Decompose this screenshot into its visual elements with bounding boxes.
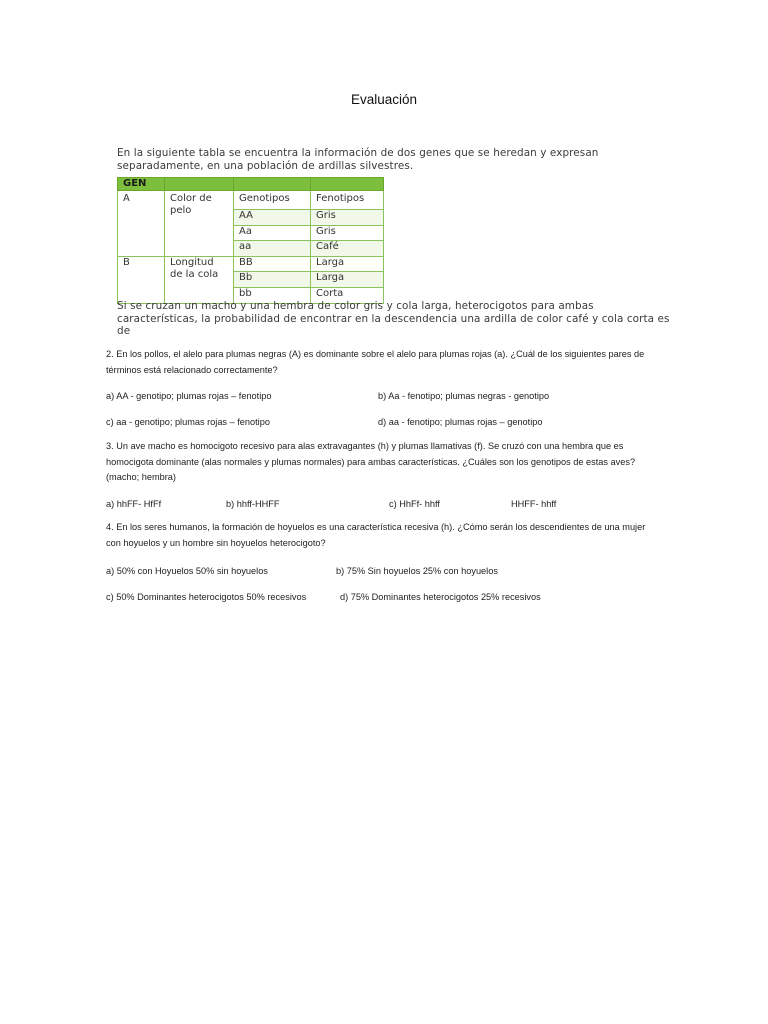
question-4-option-c[interactable]: c) 50% Dominantes heterocigotos 50% recesivos: [106, 592, 307, 602]
question-3-option-c[interactable]: c) HhFf- hhff: [389, 499, 440, 509]
genotipo-cell: Bb: [234, 272, 311, 288]
column-header-genotipos: Genotipos: [234, 191, 311, 210]
fenotipo-cell: Corta: [311, 287, 384, 303]
question-3-option-d[interactable]: HHFF- hhff: [511, 499, 557, 509]
question-2-option-b[interactable]: b) Aa - fenotipo; plumas negras - genotipo: [378, 391, 550, 401]
gene-b-characteristic: Longitud de la cola: [165, 256, 234, 303]
gene-table-figure: [110, 141, 672, 337]
gene-b-label: B: [118, 256, 165, 303]
question-3-option-a[interactable]: a) hhFF- HfFf: [106, 499, 162, 509]
question-3-text: 3. Un ave macho es homocigoto recesivo para alas extravagantes (h) y plumas llamativas (f). Se cruzó con una hembra que es homocigota dominante (alas normales y plumas normales) para ambas características. ¿Cuáles son los genotipos de estas aves? (macho; hembra): [106, 441, 636, 482]
fenotipo-cell: Larga: [311, 256, 384, 272]
question-4-option-a[interactable]: a) 50% con Hoyuelos 50% sin hoyuelos: [106, 566, 268, 576]
table-row: [118, 191, 384, 210]
genotipo-cell: aa: [234, 241, 311, 257]
genotipo-cell: AA: [234, 210, 311, 226]
fenotipo-cell: Gris: [311, 210, 384, 226]
question-3-option-b[interactable]: b) hhff-HHFF: [226, 499, 280, 509]
question-4-text: 4. En los seres humanos, la formación de hoyuelos es una característica recesiva (h). ¿Cómo serán los descendientes de una mujer con hoyuelos y un hombre sin hoyuelos heterocigoto?: [106, 522, 646, 548]
question-2-option-c[interactable]: c) aa - genotipo; plumas rojas – fenotipo: [106, 417, 270, 427]
fenotipo-cell: Café: [311, 241, 384, 257]
gene-table: [117, 177, 384, 304]
fenotipo-cell: Gris: [311, 225, 384, 241]
column-header-fenotipos: Fenotipos: [311, 191, 384, 210]
question-2-text: 2. En los pollos, el alelo para plumas negras (A) es dominante sobre el alelo para plumas rojas (a). ¿Cuál de los siguientes pares de términos está relacionado correctamente?: [106, 349, 645, 375]
question-2-option-a[interactable]: a) AA - genotipo; plumas rojas – fenotipo: [106, 391, 272, 401]
question-2-option-d[interactable]: d) aa - fenotipo; plumas rojas – genotipo: [378, 417, 543, 427]
gene-a-label: A: [118, 191, 165, 257]
genotipo-cell: Aa: [234, 225, 311, 241]
question-4-option-b[interactable]: b) 75% Sin hoyuelos 25% con hoyuelos: [336, 566, 498, 576]
gene-a-characteristic: Color de pelo: [165, 191, 234, 257]
genotipo-cell: BB: [234, 256, 311, 272]
question-4-option-d[interactable]: d) 75% Dominantes heterocigotos 25% recesivos: [340, 592, 541, 602]
figure-question-text: Si se cruzan un macho y una hembra de color gris y cola larga, heterocigotos para ambas características, la probabilidad de encontrar en la descendencia una ardilla de color café y cola corta es de: [117, 300, 670, 337]
genotipo-cell: bb: [234, 287, 311, 303]
page-title: Evaluación: [350, 92, 418, 107]
fenotipo-cell: Larga: [311, 272, 384, 288]
table-header-gen: GEN: [118, 178, 165, 191]
table-row: [118, 256, 384, 272]
figure-intro-text: En la siguiente tabla se encuentra la información de dos genes que se heredan y expresan separadamente, en una población de ardillas silvestres.: [117, 147, 599, 172]
table-header-row: [118, 178, 384, 191]
